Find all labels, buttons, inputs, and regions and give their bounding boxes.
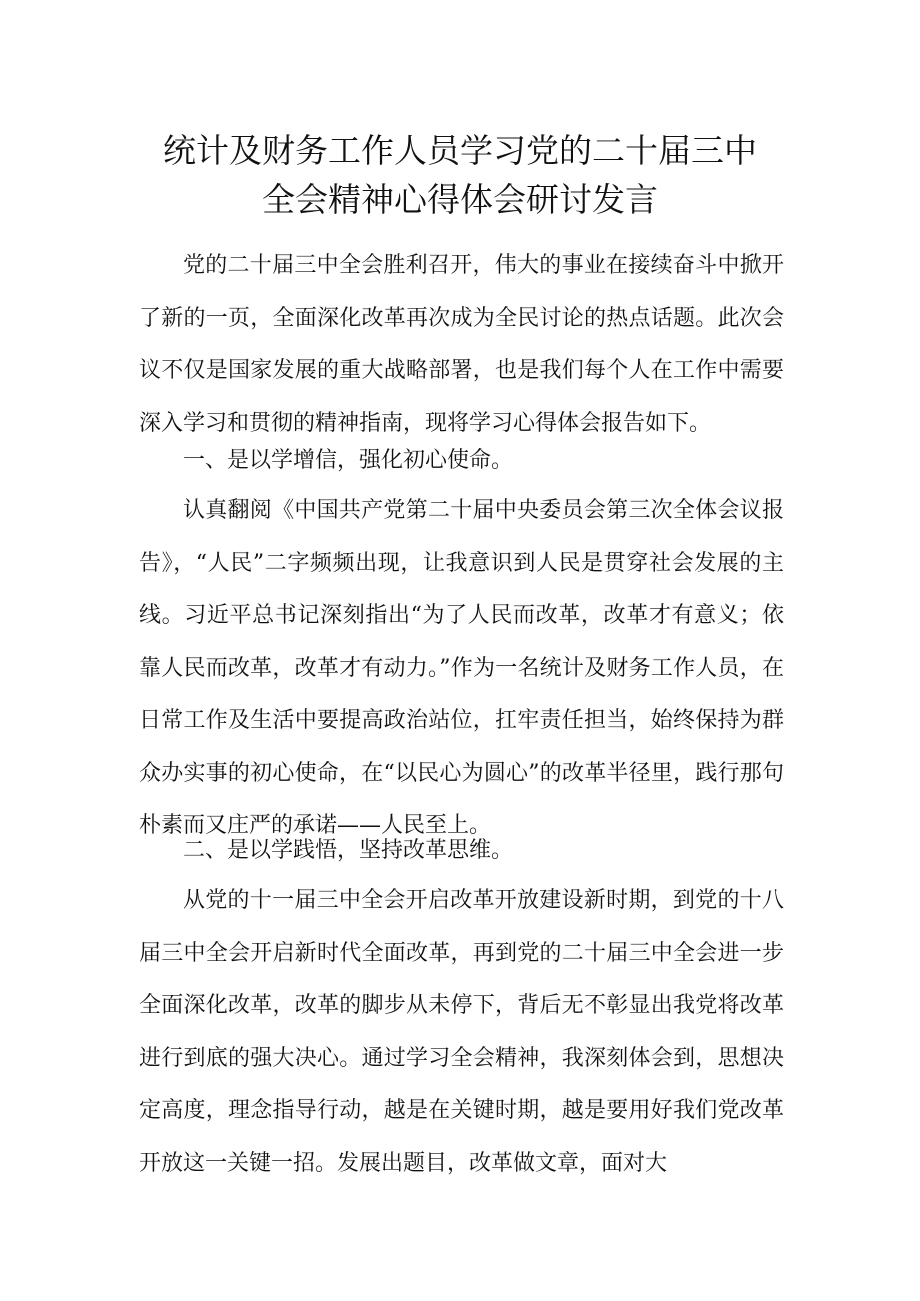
section-2-paragraph: 从党的十一届三中全会开启改革开放建设新时期，到党的十八届三中全会开启新时代全面改革，再到党的二十届三中全会进一步全面深化改革，改革的脚步从未停下，背后无不彰显出我党将改革进行到底的强大决心。通过学习全会精神，我深刻体会到，思想决定高度，理念指导行动，越是在关键时期，越是要用好我们党改革开放这一关键一招。发展出题目，改革做文章，面对大 [139, 888, 784, 1176]
section-heading-1: 一、是以学增信，强化初心使命。 [183, 448, 514, 473]
section-heading-2: 二、是以学践悟，坚持改革思维。 [183, 838, 514, 863]
document-title-line-2: 全会精神心得体会研讨发言 [262, 180, 658, 219]
intro-paragraph: 党的二十届三中全会胜利召开，伟大的事业在接续奋斗中掀开了新的一页，全面深化改革再次成为全民讨论的热点话题。此次会议不仅是国家发展的重大战略部署，也是我们每个人在工作中需要深入学习和贯彻的精神指南，现将学习心得体会报告如下。 [139, 253, 784, 436]
document-title-line-1: 统计及财务工作人员学习党的二十届三中 [163, 131, 757, 170]
section-1-paragraph: 认真翻阅《中国共产党第二十届中央委员会第三次全体会议报告》，“人民”二字频频出现，让我意识到人民是贯穿社会发展的主线。习近平总书记深刻指出“为了人民而改革，改革才有意义；依靠人民而改革，改革才有动力。”作为一名统计及财务工作人员，在日常工作及生活中要提高政治站位，扛牢责任担当，始终保持为群众办实事的初心使命，在“以民心为圆心”的改革半径里，践行那句朴素而又庄严的承诺——人民至上。 [139, 498, 784, 838]
